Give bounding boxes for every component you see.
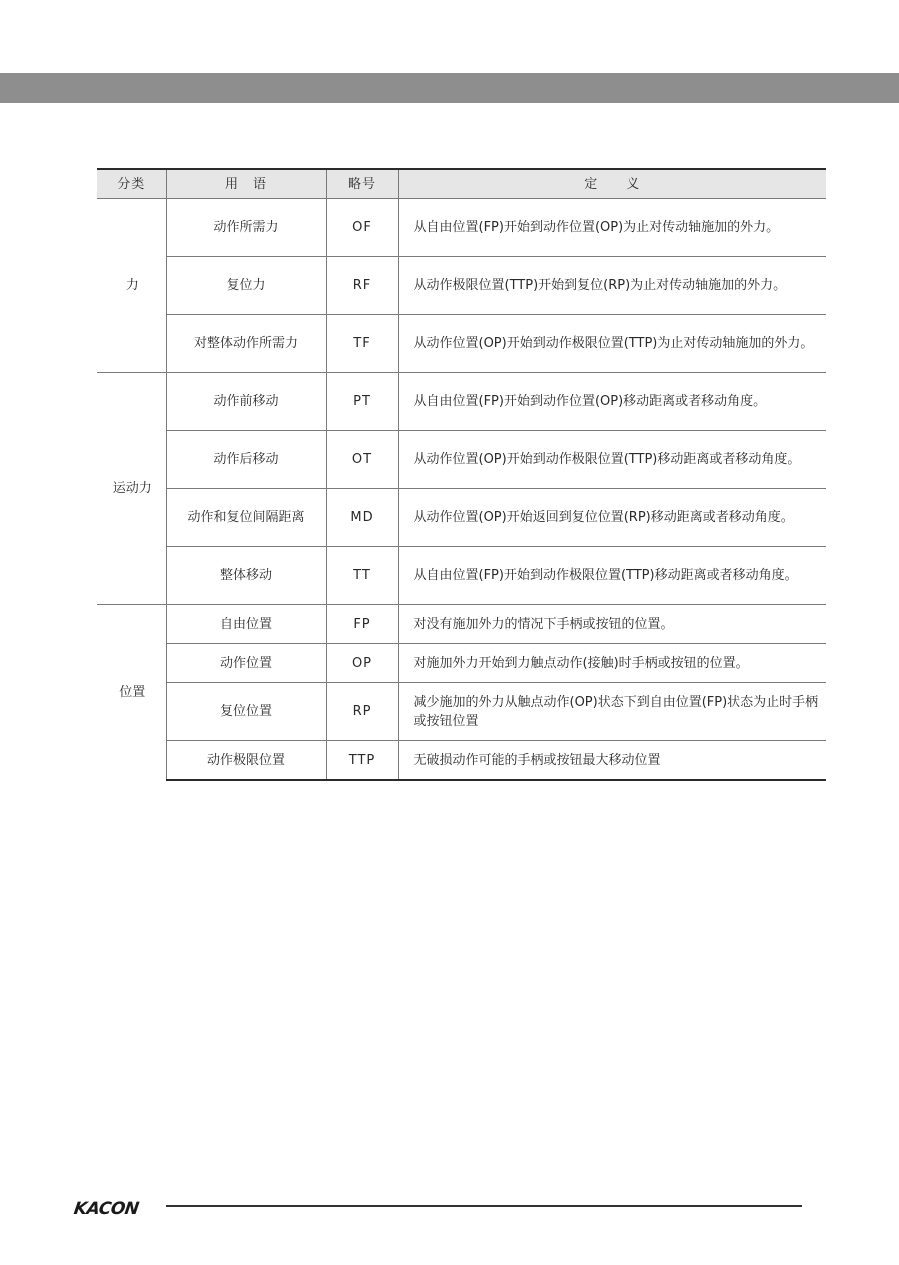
- definition-cell: 从动作位置(OP)开始到动作极限位置(TTP)为止对传动轴施加的外力。: [398, 315, 826, 373]
- definition-cell: 无破损动作可能的手柄或按钮最大移动位置: [398, 741, 826, 781]
- abbr-cell: TT: [326, 547, 398, 605]
- abbr-cell: MD: [326, 489, 398, 547]
- category-travel: 运动力: [97, 373, 166, 605]
- definition-cell: 从自由位置(FP)开始到动作极限位置(TTP)移动距离或者移动角度。: [398, 547, 826, 605]
- table-header-row: [97, 169, 826, 199]
- definition-cell: 从自由位置(FP)开始到动作位置(OP)为止对传动轴施加的外力。: [398, 199, 826, 257]
- definition-cell: 从动作极限位置(TTP)开始到复位(RP)为止对传动轴施加的外力。: [398, 257, 826, 315]
- category-position: 位置: [97, 605, 166, 781]
- abbr-cell: OP: [326, 644, 398, 683]
- table-row: [97, 547, 826, 605]
- abbr-cell: OF: [326, 199, 398, 257]
- header-definition: 定 义: [398, 169, 826, 199]
- header-category: 分类: [97, 169, 166, 199]
- term-cell: 自由位置: [166, 605, 326, 644]
- term-cell: 整体移动: [166, 547, 326, 605]
- abbr-cell: FP: [326, 605, 398, 644]
- table-row: [97, 741, 826, 781]
- term-cell: 复位力: [166, 257, 326, 315]
- definition-cell: 从动作位置(OP)开始返回到复位位置(RP)移动距离或者移动角度。: [398, 489, 826, 547]
- abbr-cell: OT: [326, 431, 398, 489]
- term-cell: 动作极限位置: [166, 741, 326, 781]
- abbr-cell: TF: [326, 315, 398, 373]
- term-cell: 动作位置: [166, 644, 326, 683]
- footer-divider: [166, 1205, 802, 1207]
- term-cell: 动作后移动: [166, 431, 326, 489]
- abbr-cell: TTP: [326, 741, 398, 781]
- definition-cell: 对没有施加外力的情况下手柄或按钮的位置。: [398, 605, 826, 644]
- term-cell: 动作所需力: [166, 199, 326, 257]
- header-band: [0, 73, 899, 103]
- header-abbreviation: 略号: [326, 169, 398, 199]
- kacon-logo: KACON: [72, 1199, 140, 1219]
- category-force: 力: [97, 199, 166, 373]
- abbr-cell: PT: [326, 373, 398, 431]
- definition-cell: 从自由位置(FP)开始到动作位置(OP)移动距离或者移动角度。: [398, 373, 826, 431]
- table-row: [97, 431, 826, 489]
- table-row: [97, 605, 826, 644]
- table-row: [97, 199, 826, 257]
- table-row: [97, 257, 826, 315]
- term-cell: 动作前移动: [166, 373, 326, 431]
- table-row: [97, 489, 826, 547]
- definition-cell: 减少施加的外力从触点动作(OP)状态下到自由位置(FP)状态为止时手柄或按钮位置: [398, 683, 826, 741]
- term-cell: 复位位置: [166, 683, 326, 741]
- table-row: [97, 315, 826, 373]
- abbr-cell: RF: [326, 257, 398, 315]
- table-row: [97, 644, 826, 683]
- definition-cell: 从动作位置(OP)开始到动作极限位置(TTP)移动距离或者移动角度。: [398, 431, 826, 489]
- table-row: [97, 683, 826, 741]
- term-cell: 动作和复位间隔距离: [166, 489, 326, 547]
- definition-cell: 对施加外力开始到力触点动作(接触)时手柄或按钮的位置。: [398, 644, 826, 683]
- table-row: [97, 373, 826, 431]
- header-term: 用 语: [166, 169, 326, 199]
- term-cell: 对整体动作所需力: [166, 315, 326, 373]
- abbr-cell: RP: [326, 683, 398, 741]
- terms-table: [97, 168, 826, 781]
